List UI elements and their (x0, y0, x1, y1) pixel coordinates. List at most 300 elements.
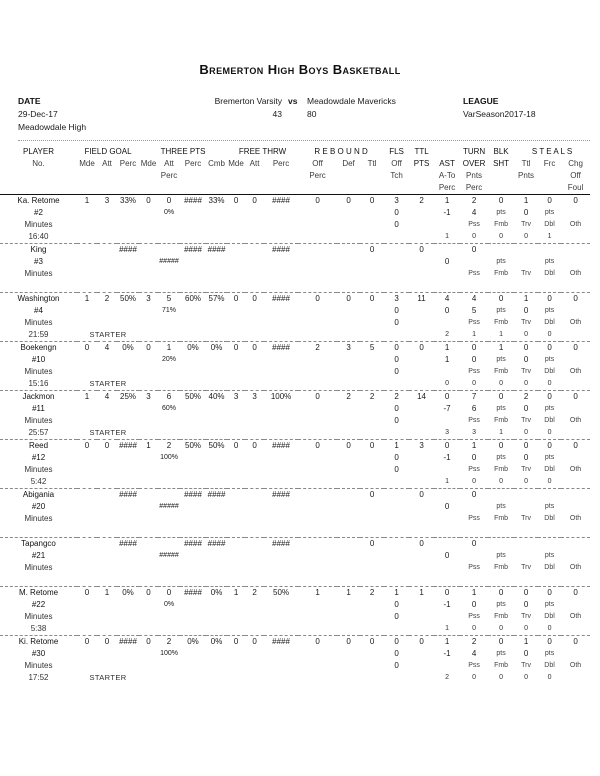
empty-cell (337, 268, 360, 280)
empty-cell (245, 464, 264, 476)
label-dbl: Dbl (544, 466, 555, 473)
label-pss: Pss (468, 270, 480, 277)
empty-cell (360, 378, 384, 391)
stat-starter (77, 623, 139, 636)
player-row-line2 (0, 501, 590, 513)
empty-cell (77, 366, 97, 378)
empty-cell (245, 354, 264, 366)
player-row-line3 (0, 660, 590, 672)
empty-cell (227, 623, 245, 636)
empty-cell (409, 305, 434, 317)
empty-cell (158, 329, 180, 342)
empty-cell (298, 219, 337, 231)
empty-cell (360, 513, 384, 525)
stat-oth (538, 574, 561, 587)
empty-cell (139, 525, 158, 538)
empty-cell (360, 648, 384, 660)
player-row-line4 (0, 672, 590, 684)
label-fmb: Fmb (494, 221, 509, 228)
stat-to_pnts (460, 550, 488, 562)
empty-cell (337, 403, 360, 415)
empty-cell (227, 317, 245, 329)
stat-tp_att_perc: ##### (159, 258, 179, 265)
stat-tp_att_perc: ##### (159, 503, 179, 510)
empty-cell (158, 660, 180, 672)
empty-cell (139, 354, 158, 366)
stat-a_to: 0 (444, 306, 450, 315)
label-minutes: Minutes (24, 514, 53, 523)
stat-stl_ttl: 0 (523, 441, 529, 450)
empty-cell (180, 513, 206, 525)
empty-cell (245, 317, 264, 329)
stat-tp_p: #### (184, 539, 202, 548)
empty-cell (298, 256, 337, 268)
col-fouls: FLS (389, 147, 404, 156)
label-pts: pts (496, 650, 506, 657)
player-row-line4 (0, 231, 590, 244)
stat-tp_cmb: 33% (208, 196, 225, 205)
empty-cell (117, 256, 139, 268)
label-trv: Trv (521, 319, 531, 326)
stat-ft_p: #### (272, 343, 290, 352)
empty-cell (245, 476, 264, 489)
stat-tp_a: 2 (166, 637, 172, 646)
stat-stl_ttl (514, 538, 538, 551)
empty-cell (180, 354, 206, 366)
empty-header (117, 182, 139, 195)
subcol-turnover-points: Pnts (466, 171, 483, 180)
stat-tp_cmb: #### (207, 490, 226, 499)
empty-cell (245, 562, 264, 574)
stat-a_to: -7 (443, 404, 451, 413)
stat-ft_m (227, 244, 245, 257)
stat-ast (434, 244, 460, 257)
empty-cell (298, 403, 337, 415)
player-block (0, 538, 590, 587)
subcol-blocked-shots: SHT (493, 159, 510, 168)
empty-cell (337, 354, 360, 366)
empty-cell (337, 525, 360, 538)
empty-cell (409, 219, 434, 231)
stat-ft_a: 0 (252, 294, 257, 303)
empty-cell (97, 403, 117, 415)
empty-cell (434, 219, 460, 231)
label-fmb: Fmb (494, 662, 509, 669)
empty-cell (77, 501, 97, 513)
empty-header (264, 182, 298, 195)
stat-name: Ka. Retome (17, 196, 60, 205)
empty-cell (139, 452, 158, 464)
empty-cell (227, 648, 245, 660)
empty-cell (227, 452, 245, 464)
stat-fls3: 0 (394, 367, 399, 376)
empty-cell (337, 366, 360, 378)
player-row-line1 (0, 391, 590, 404)
stat-reb_d (337, 244, 360, 257)
subcol-reb-def: Def (342, 159, 355, 168)
empty-cell (384, 574, 409, 587)
col-turnover-top: TURN (462, 147, 486, 156)
stat-minutes: 25:57 (28, 428, 49, 437)
empty-cell (139, 207, 158, 219)
empty-cell (139, 648, 158, 660)
stat-name: Abigania (22, 490, 55, 499)
empty-cell (245, 268, 264, 280)
col-field-goal: FIELD GOAL (84, 147, 132, 156)
empty-cell (180, 207, 206, 219)
empty-cell (409, 403, 434, 415)
stat-reb_o: 2 (315, 343, 320, 352)
empty-cell (245, 378, 264, 391)
label-pts: pts (544, 503, 555, 510)
stat-minutes: 17:52 (28, 673, 49, 682)
player-row-line2 (0, 599, 590, 611)
label-oth: Oth (569, 564, 582, 571)
stat-tp_a: 0 (166, 196, 172, 205)
stat-fg_p: #### (119, 245, 137, 254)
stat-to_pnts (460, 256, 488, 268)
empty-cell (561, 354, 590, 366)
stat-to_pnts: 0 (471, 355, 477, 364)
stat-ft_m (227, 538, 245, 551)
stat-name: Washington (17, 294, 60, 303)
stat-reb_d (337, 538, 360, 551)
empty-cell (561, 403, 590, 415)
stat-fg_m: 0 (84, 637, 90, 646)
empty-cell (264, 660, 298, 672)
empty-cell (360, 525, 384, 538)
stat-fls3 (384, 513, 409, 525)
stat-trv (488, 525, 514, 538)
stat-tp_m: 0 (146, 637, 151, 646)
player-block (0, 440, 590, 489)
stat-to: 1 (471, 441, 477, 450)
empty-cell (245, 574, 264, 587)
empty-cell (264, 574, 298, 587)
player-row-line3 (0, 366, 590, 378)
stat-ast (434, 538, 460, 551)
empty-cell (384, 623, 409, 636)
stat-fmb: 0 (472, 625, 477, 632)
stat-a_to: -1 (443, 600, 451, 609)
empty-cell (97, 256, 117, 268)
empty-cell (117, 415, 139, 427)
stat-reb_t: 0 (369, 539, 375, 548)
empty-cell (227, 464, 245, 476)
empty-cell (206, 427, 227, 440)
stat-blk: 0 (498, 637, 504, 646)
stat-fg_a: 4 (104, 343, 110, 352)
stat-reb_t: 5 (369, 343, 375, 352)
stat-fls2: 0 (394, 453, 399, 462)
stat-to_pnts: 0 (471, 600, 477, 609)
empty-cell (227, 672, 245, 684)
stat-starter (77, 476, 139, 489)
empty-cell (117, 366, 139, 378)
empty-cell (360, 623, 384, 636)
stat-oth: 0 (547, 674, 552, 681)
stat-ft_m: 0 (233, 294, 239, 303)
stat-oth: 0 (547, 478, 552, 485)
empty-cell (139, 256, 158, 268)
label-minutes: Minutes (24, 416, 53, 425)
empty-cell (206, 280, 227, 293)
empty-cell (158, 464, 180, 476)
stat-tp_m: 1 (146, 441, 151, 450)
stat-fls3: 0 (394, 416, 399, 425)
subcol-charge-off: Off (570, 171, 581, 180)
empty-cell (180, 378, 206, 391)
empty-cell (206, 513, 227, 525)
subcol-3p-made: Mde (140, 159, 157, 168)
stat-ft_p: #### (272, 441, 290, 450)
empty-cell (245, 550, 264, 562)
stat-reb_d (337, 489, 360, 502)
stat-a_to: -1 (443, 453, 451, 462)
empty-cell (206, 660, 227, 672)
subcol-reb-total: Ttl (367, 159, 377, 168)
subcol-fg-made: Mde (79, 159, 95, 168)
stat-minutes: 16:40 (28, 232, 49, 241)
stat-ft_m: 0 (233, 196, 239, 205)
empty-cell (77, 354, 97, 366)
label-pts: pts (544, 405, 555, 412)
empty-cell (206, 207, 227, 219)
empty-cell (264, 452, 298, 464)
stat-trv (488, 574, 514, 587)
empty-header (139, 170, 158, 182)
stat-frc: 0 (547, 588, 552, 597)
label-pts: pts (496, 503, 506, 510)
stat-blk: 0 (498, 294, 504, 303)
stat-name: Reed (28, 441, 49, 450)
stat-tp_p: 50% (185, 392, 202, 401)
empty-cell (139, 476, 158, 489)
empty-cell (561, 207, 590, 219)
stat-chg: 0 (573, 392, 578, 401)
subcol-assist-to: A-To (438, 171, 456, 180)
empty-cell (77, 513, 97, 525)
empty-cell (245, 256, 264, 268)
label-pts: pts (496, 454, 506, 461)
stat-reb_d: 3 (346, 343, 351, 352)
label-trv: Trv (521, 515, 531, 522)
empty-cell (298, 305, 337, 317)
stat-to_pnts: 4 (471, 649, 477, 658)
subcol-turnover: OVER (462, 159, 486, 168)
player-block (0, 244, 590, 293)
empty-cell (245, 280, 264, 293)
player-block (0, 342, 590, 391)
stat-minutes: 15:16 (28, 379, 49, 388)
stat-to: 0 (471, 343, 477, 352)
empty-cell (409, 660, 434, 672)
stat-oth (538, 525, 561, 538)
stat-tp_m: 3 (146, 392, 151, 401)
player-row-line4 (0, 476, 590, 489)
stat-stl_ttl (514, 489, 538, 502)
stat-pss: 1 (445, 233, 450, 240)
stat-tp_cmb: 0% (210, 343, 223, 352)
empty-cell (360, 464, 384, 476)
empty-cell (180, 415, 206, 427)
empty-cell (139, 219, 158, 231)
empty-cell (360, 305, 384, 317)
empty-cell (298, 354, 337, 366)
stat-fls1: 0 (394, 343, 399, 352)
empty-header (97, 182, 117, 195)
player-block (0, 293, 590, 342)
empty-cell (139, 231, 158, 244)
empty-cell (561, 648, 590, 660)
player-block (0, 391, 590, 440)
empty-cell (264, 305, 298, 317)
stat-stl_pnts: 0 (523, 208, 529, 217)
label-pts: pts (496, 601, 506, 608)
stat-reb_o: 0 (315, 441, 320, 450)
stat-no: #12 (31, 453, 46, 462)
stat-fg_a: 0 (104, 441, 110, 450)
header-row-1 (0, 146, 590, 158)
col-steals: S T E A L S (531, 147, 573, 156)
stat-frc: 0 (547, 441, 552, 450)
label-minutes: Minutes (24, 612, 53, 621)
empty-cell (409, 648, 434, 660)
empty-cell (245, 513, 264, 525)
empty-cell (245, 329, 264, 342)
empty-cell (298, 623, 337, 636)
empty-cell (264, 501, 298, 513)
subcol-ft-perc: Perc (272, 159, 290, 168)
stat-ft_p: #### (272, 637, 290, 646)
stat-pss: 2 (445, 674, 450, 681)
stat-pss (434, 280, 460, 293)
stat-pts: 0 (419, 343, 424, 352)
stat-frc: 0 (547, 196, 552, 205)
player-row-line4 (0, 280, 590, 293)
stat-name: King (30, 245, 47, 254)
stat-fg_m: 0 (84, 343, 90, 352)
empty-cell (180, 329, 206, 342)
label-dbl: Dbl (544, 564, 555, 571)
empty-header (245, 182, 264, 195)
empty-cell (337, 660, 360, 672)
label-oth: Oth (569, 368, 582, 375)
empty-cell (227, 599, 245, 611)
empty-cell (77, 550, 97, 562)
empty-cell (97, 464, 117, 476)
player-row-line1 (0, 244, 590, 257)
stat-oth: 0 (547, 429, 552, 436)
stat-oth (538, 280, 561, 293)
stat-stl_pnts: 0 (523, 404, 529, 413)
league-label: LEAGUE (463, 96, 499, 106)
empty-cell (139, 513, 158, 525)
player-row-line3 (0, 611, 590, 623)
label-oth: Oth (569, 319, 582, 326)
empty-cell (97, 501, 117, 513)
stat-tp_m (139, 489, 158, 502)
empty-cell (117, 513, 139, 525)
empty-cell (227, 501, 245, 513)
empty-cell (206, 550, 227, 562)
stat-dbl: 0 (524, 625, 529, 632)
subcol-charge: Chg (568, 159, 583, 168)
stat-minutes (0, 525, 77, 538)
empty-cell (264, 672, 298, 684)
stat-tp_m: 0 (146, 343, 151, 352)
empty-cell (298, 427, 337, 440)
stat-fg_p: #### (119, 539, 137, 548)
empty-cell (298, 476, 337, 489)
stat-to: 0 (471, 245, 477, 254)
stat-reb_o: 0 (315, 392, 320, 401)
empty-cell (180, 562, 206, 574)
stat-ast: 0 (444, 441, 450, 450)
label-oth: Oth (569, 270, 582, 277)
empty-cell (337, 562, 360, 574)
empty-cell (97, 366, 117, 378)
empty-cell (77, 317, 97, 329)
empty-cell (97, 599, 117, 611)
empty-cell (298, 672, 337, 684)
stat-tp_att_perc: 100% (160, 650, 178, 657)
label-pss: Pss (468, 564, 480, 571)
empty-cell (264, 550, 298, 562)
empty-cell (245, 305, 264, 317)
empty-cell (206, 611, 227, 623)
empty-cell (264, 476, 298, 489)
stat-ft_m: 3 (233, 392, 239, 401)
empty-cell (360, 280, 384, 293)
empty-cell (158, 525, 180, 538)
empty-cell (337, 427, 360, 440)
label-pts: pts (544, 650, 555, 657)
empty-header (77, 182, 97, 195)
stat-reb_d: 2 (346, 392, 351, 401)
stat-fg_a: 3 (104, 196, 110, 205)
empty-cell (337, 415, 360, 427)
empty-cell (264, 611, 298, 623)
empty-cell (561, 599, 590, 611)
empty-cell (158, 476, 180, 489)
stat-stl_pnts: 0 (523, 355, 529, 364)
stat-frc: 0 (547, 294, 552, 303)
stat-stl_ttl: 1 (523, 294, 529, 303)
empty-cell (409, 329, 434, 342)
empty-cell (139, 599, 158, 611)
label-fmb: Fmb (494, 466, 509, 473)
empty-cell (409, 317, 434, 329)
empty-cell (245, 525, 264, 538)
empty-cell (298, 574, 337, 587)
stat-tp_a (158, 489, 180, 502)
empty-cell (77, 219, 97, 231)
stat-chg: 0 (573, 343, 578, 352)
empty-cell (117, 464, 139, 476)
stat-stl_pnts: 0 (523, 649, 529, 658)
empty-cell (158, 231, 180, 244)
stat-trv (488, 280, 514, 293)
empty-header (0, 170, 77, 182)
stat-fg_m (77, 538, 97, 551)
stat-to: 2 (471, 637, 477, 646)
empty-cell (227, 525, 245, 538)
empty-cell (384, 427, 409, 440)
stat-tp_cmb: 50% (208, 441, 225, 450)
stat-stl_pnts (514, 256, 538, 268)
home-team-name: Bremerton Varsity (214, 96, 282, 106)
